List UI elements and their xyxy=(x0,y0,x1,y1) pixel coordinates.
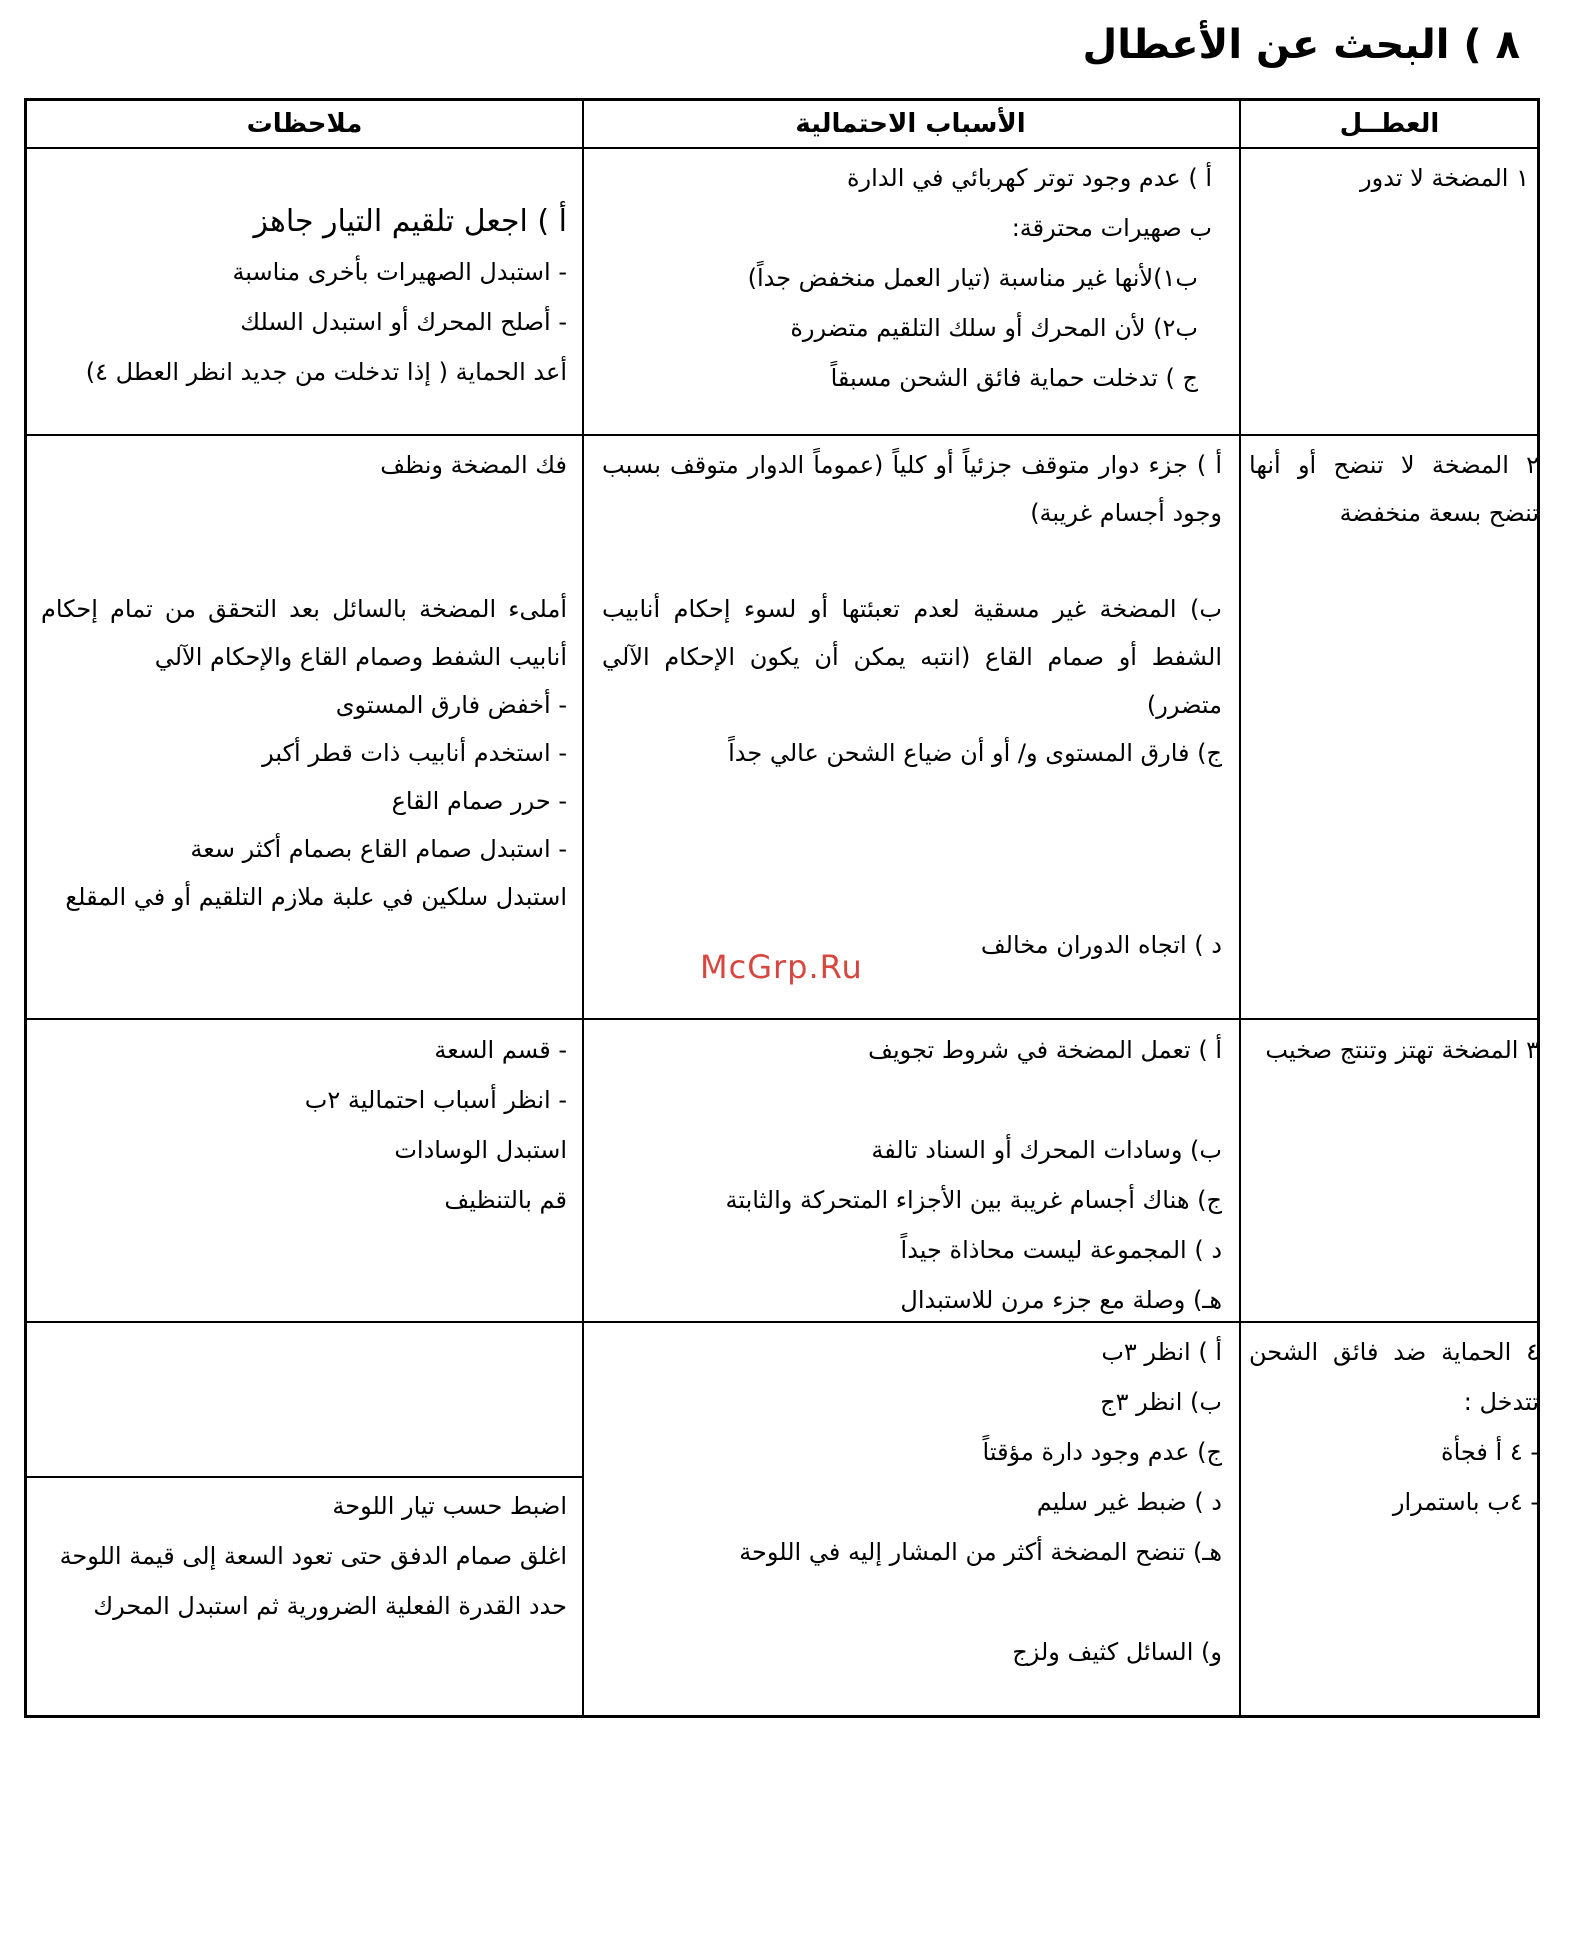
fault-text: ٣ المضخة تهتز وتنتج صخيب xyxy=(1265,1036,1539,1064)
note-item: أ ) اجعل تلقيم التيار جاهز xyxy=(253,204,567,239)
row-divider xyxy=(27,434,1537,436)
spacer xyxy=(41,489,567,585)
note-item: - انظر أسباب احتمالية ٢ب xyxy=(304,1086,567,1114)
notes-cell xyxy=(41,197,567,397)
column-divider xyxy=(582,101,584,1715)
note-item: حدد القدرة الفعلية الضرورية ثم استبدل المحرك xyxy=(93,1592,567,1620)
cause-item: ب صهيرات محترقة: xyxy=(1011,214,1212,242)
header-fault: العطــل xyxy=(1339,109,1440,139)
note-item: أملىء المضخة بالسائل بعد التحقق من تمام إحكام أنابيب الشفط وصمام القاع والإحكام الآلي xyxy=(41,595,567,671)
cause-item: أ ) تعمل المضخة في شروط تجويف xyxy=(868,1036,1222,1064)
cause-item: د ) ضبط غير سليم xyxy=(1036,1488,1222,1516)
cause-item: و) السائل كثيف ولزج xyxy=(1012,1638,1222,1666)
spacer xyxy=(602,1577,1222,1627)
note-item: اضبط حسب تيار اللوحة xyxy=(332,1492,567,1520)
causes-cell xyxy=(602,1327,1222,1677)
header-notes: ملاحظات xyxy=(246,109,363,139)
note-item: أعد الحماية ( إذا تدخلت من جديد انظر العطل ٤) xyxy=(85,358,567,386)
row-divider xyxy=(27,1018,1537,1020)
fault-cell xyxy=(1249,1025,1539,1075)
cause-item: أ ) عدم وجود توتر كهربائي في الدارة xyxy=(846,164,1212,192)
note-item: استبدل سلكين في علبة ملازم التلقيم أو في المقلع xyxy=(65,883,567,911)
spacer xyxy=(602,777,1222,921)
notes-cell xyxy=(41,1025,567,1225)
header-divider xyxy=(27,147,1537,149)
fault-subitem: - ٤ أ فجأة xyxy=(1441,1438,1539,1466)
fault-subitem: - ٤ب باستمرار xyxy=(1392,1488,1539,1516)
spacer xyxy=(602,1075,1222,1125)
cause-item: ج ) تدخلت حماية فائق الشحن مسبقاً xyxy=(830,364,1198,392)
header-causes: الأسباب الاحتمالية xyxy=(795,109,1026,139)
cause-item: ج) هناك أجسام غريبة بين الأجزاء المتحركة والثابتة xyxy=(725,1186,1222,1214)
watermark: McGrp.Ru xyxy=(700,948,863,986)
cause-item: د ) اتجاه الدوران مخالف xyxy=(980,931,1222,959)
cause-item: ج) عدم وجود دارة مؤقتاً xyxy=(982,1438,1222,1466)
cause-item: د ) المجموعة ليست محاذاة جيداً xyxy=(900,1236,1222,1264)
fault-cell xyxy=(1249,1327,1539,1527)
cause-item: ب) انظر ٣ج xyxy=(1100,1388,1222,1416)
causes-cell xyxy=(602,1025,1222,1325)
fault-text: ١ المضخة لا تدور xyxy=(1360,164,1529,192)
cause-item: هـ) تنضح المضخة أكثر من المشار إليه في اللوحة xyxy=(739,1538,1222,1566)
cause-item: ب٢) لأن المحرك أو سلك التلقيم متضررة xyxy=(790,314,1198,342)
troubleshooting-table xyxy=(24,98,1540,1718)
note-item: - قسم السعة xyxy=(434,1036,567,1064)
causes-cell xyxy=(602,441,1222,969)
note-item: - استبدل الصهيرات بأخرى مناسبة xyxy=(232,258,567,286)
causes-cell xyxy=(602,153,1222,403)
cause-item: ب١)لأنها غير مناسبة (تيار العمل منخفض جداً) xyxy=(747,264,1198,292)
cause-item: أ ) انظر ٣ب xyxy=(1101,1338,1222,1366)
fault-cell xyxy=(1249,441,1539,537)
note-item: - استبدل صمام القاع بصمام أكثر سعة xyxy=(190,835,567,863)
page-title: ٨ ) البحث عن الأعطال xyxy=(1082,22,1520,68)
note-item: - أخفض فارق المستوى xyxy=(335,691,567,719)
notes-cell xyxy=(41,441,567,921)
note-item: - أصلح المحرك أو استبدل السلك xyxy=(240,308,567,336)
note-item: اغلق صمام الدفق حتى تعود السعة إلى قيمة اللوحة xyxy=(59,1542,567,1570)
note-item: فك المضخة ونظف xyxy=(380,451,567,479)
fault-text: ٢ المضخة لا تنضح أو أنها تنضح بسعة منخفضة xyxy=(1249,451,1539,527)
row-divider xyxy=(27,1476,582,1478)
note-item: قم بالتنظيف xyxy=(444,1186,567,1214)
cause-item: ج) فارق المستوى و/ أو أن ضياع الشحن عالي جداً xyxy=(728,739,1222,767)
cause-item: أ ) جزء دوار متوقف جزئياً أو كلياً (عموماً الدوار متوقف بسبب وجود أجسام غريبة) xyxy=(602,451,1222,527)
note-item: - حرر صمام القاع xyxy=(391,787,567,815)
cause-item: ب) وسادات المحرك أو السناد تالفة xyxy=(871,1136,1222,1164)
fault-text: ٤ الحماية ضد فائق الشحن تتدخل : xyxy=(1249,1338,1539,1416)
notes-cell xyxy=(41,1481,567,1631)
spacer xyxy=(602,537,1222,585)
fault-cell xyxy=(1249,153,1529,203)
note-item: استبدل الوسادات xyxy=(394,1136,567,1164)
column-divider xyxy=(1239,101,1241,1715)
cause-item: ب) المضخة غير مسقية لعدم تعبئتها أو لسوء إحكام أنابيب الشفط أو صمام القاع (انتبه يمكن أن يكون الإحكام الآلي متضرر) xyxy=(602,595,1222,719)
cause-item: هـ) وصلة مع جزء مرن للاستبدال xyxy=(900,1286,1222,1314)
note-item: - استخدم أنابيب ذات قطر أكبر xyxy=(262,739,567,767)
